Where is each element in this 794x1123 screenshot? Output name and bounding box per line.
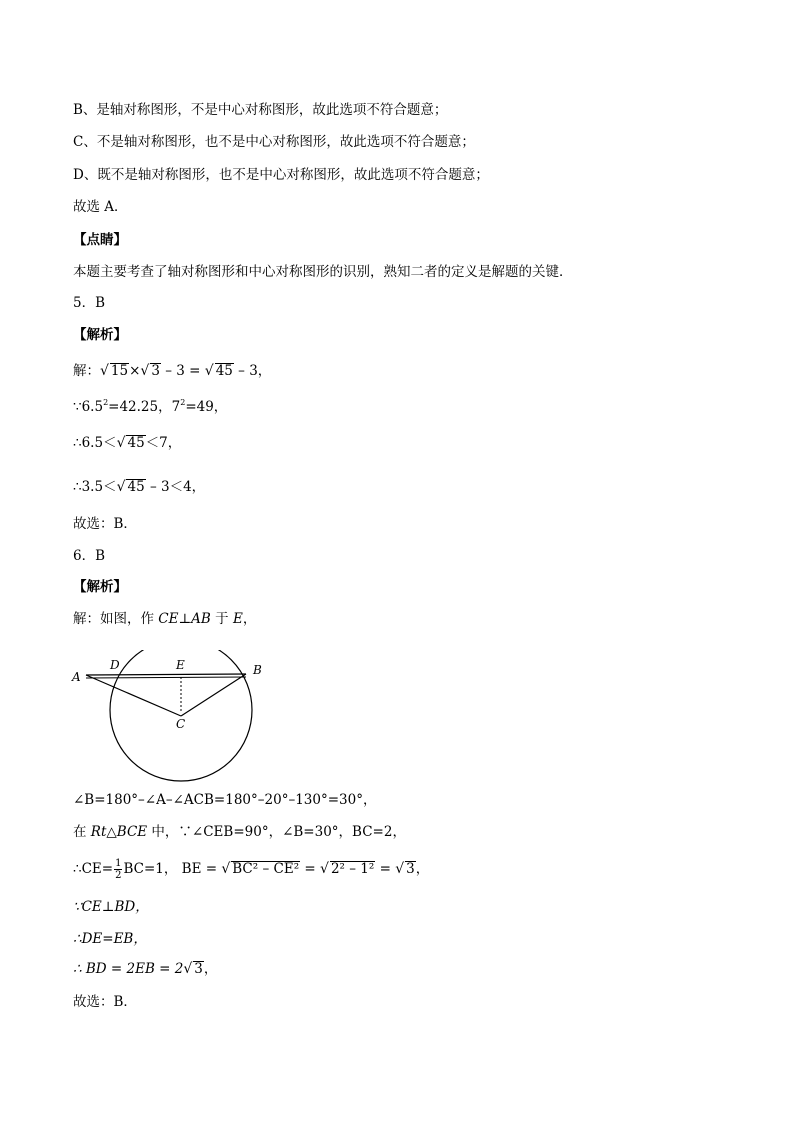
- text: ∴6.5＜: [73, 435, 117, 451]
- text: =: [300, 861, 321, 877]
- question-number-5: 5．B: [73, 295, 106, 311]
- exponent: 2: [103, 398, 109, 407]
- text: ×: [129, 363, 141, 379]
- text: 中，∵∠CEB=90°，∠B=30°，BC=2，: [147, 824, 406, 840]
- section-heading-analysis: 【解析】: [73, 579, 127, 595]
- label-b: B: [253, 663, 262, 677]
- text: CE⊥AB: [158, 611, 211, 627]
- segment-bc: [181, 674, 246, 716]
- denominator: 2: [115, 870, 122, 881]
- segment-ab-lower: [86, 677, 246, 678]
- text: ，: [415, 861, 430, 877]
- text: ∴3.5＜: [73, 479, 117, 495]
- radicand: 3: [194, 961, 203, 977]
- section-heading-analysis: 【解析】: [73, 327, 127, 343]
- text: – 3，: [233, 363, 272, 379]
- label-d: D: [110, 658, 120, 672]
- text: – 3 =: [160, 363, 205, 379]
- q6-angle-b: ∠B=180°–∠A–∠ACB=180°–20°–130°=30°，: [73, 792, 377, 808]
- answer-line: 故选 A．: [73, 199, 128, 215]
- text: =: [375, 861, 396, 877]
- radicand: 45: [215, 363, 233, 379]
- q6-intro: [73, 610, 256, 628]
- radicand: 45: [127, 479, 145, 495]
- option-d-analysis: D、既不是轴对称图形，也不是中心对称图形，故此选项不符合题意；: [73, 167, 489, 183]
- label-c: C: [176, 717, 186, 731]
- section-heading-comment: 【点睛】: [73, 232, 127, 248]
- text: 于: [210, 611, 233, 627]
- radicand: 45: [127, 435, 145, 451]
- text: ∴ BD = 2EB = 2: [73, 961, 184, 977]
- q6-triangle: [73, 823, 406, 841]
- segment-ac: [86, 675, 181, 716]
- text: BC=1， BE =: [123, 861, 222, 877]
- radicand: 15: [110, 363, 129, 379]
- q5-step-2: [73, 398, 227, 416]
- text: 在: [73, 824, 91, 840]
- text: =49，: [185, 399, 228, 415]
- text: 解：: [73, 363, 100, 379]
- text: ＜7，: [145, 435, 182, 451]
- text: E: [232, 611, 243, 627]
- q6-perp: ∵CE⊥BD，: [73, 899, 149, 915]
- q6-ce-be: ∴CE= $\frac{1}{2}$ BC=1， BE = √ BC² – CE² = √ 2² – 1² = √ 3，: [73, 858, 430, 881]
- segment-ab-upper: [86, 674, 246, 675]
- text: – 3＜4，: [145, 479, 206, 495]
- option-c-analysis: C、不是轴对称图形，也不是中心对称图形，故此选项不符合题意；: [73, 134, 475, 150]
- radicand: 2² – 1²: [330, 861, 375, 877]
- text: 解：如图，作: [73, 611, 159, 627]
- text: ∵6.5: [73, 399, 104, 415]
- option-b-analysis: B、是轴对称图形，不是中心对称图形，故此选项不符合题意；: [73, 102, 448, 118]
- numerator: 1: [115, 858, 122, 869]
- q5-step-3: ∴6.5＜√ 45＜7，: [73, 435, 182, 451]
- text: =42.25，7: [108, 399, 181, 415]
- q5-step-4: ∴3.5＜√ 45 – 3＜4，: [73, 479, 206, 495]
- radicand: 3: [406, 861, 415, 877]
- label-e: E: [176, 658, 185, 672]
- answer-line: 故选：B．: [73, 994, 137, 1010]
- q6-bd: ∴ BD = 2EB = 2√ 3，: [73, 961, 218, 977]
- radicand: BC² – CE²: [232, 861, 300, 877]
- exponent: 2: [180, 398, 186, 407]
- fraction: [114, 858, 122, 881]
- text: ∴CE=: [73, 861, 114, 877]
- q6-de-eb: ∴DE=EB，: [73, 931, 147, 947]
- label-a: A: [72, 670, 81, 684]
- text: ，: [203, 961, 218, 977]
- text: ，: [242, 611, 257, 627]
- question-number-6: 6．B: [73, 548, 106, 564]
- comment-text: 本题主要考查了轴对称图形和中心对称图形的识别，熟知二者的定义是解题的关键．: [73, 264, 573, 280]
- geometry-diagram: [66, 650, 276, 790]
- answer-line: 故选：B．: [73, 516, 137, 532]
- text: Rt△BCE: [90, 824, 148, 840]
- q5-step-1: 解：√ 15×√ 3 – 3 = √ 45 – 3，: [73, 363, 272, 379]
- radicand: 3: [151, 363, 160, 379]
